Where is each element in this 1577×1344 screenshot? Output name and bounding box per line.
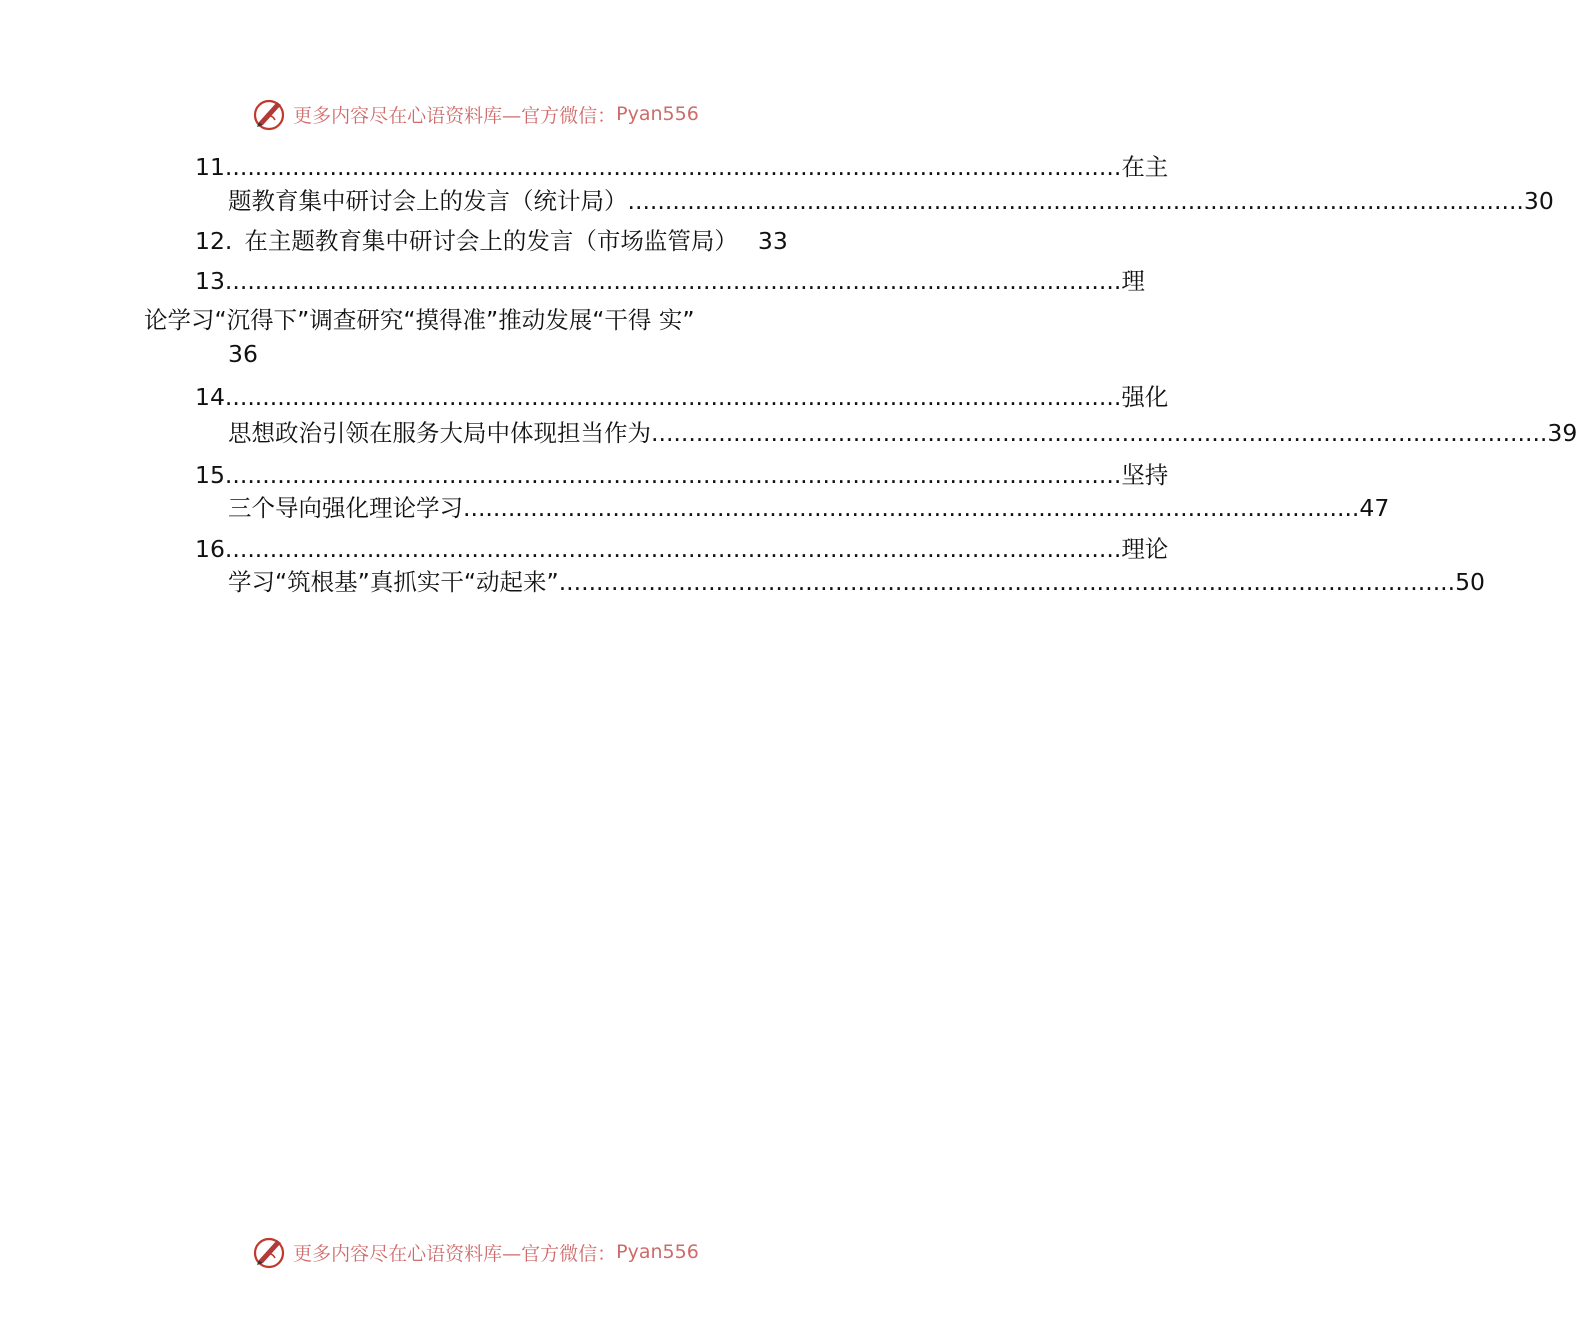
toc-entry-16-cont[interactable] <box>228 565 1486 599</box>
toc-leader-dots: ........................................................................................................................ <box>224 535 1122 563</box>
toc-entry-11-cont[interactable] <box>228 184 1554 218</box>
wechat-id: Pyan556 <box>616 103 699 125</box>
pen-seal-icon <box>251 1234 287 1270</box>
toc-title-start: 强化 <box>1121 383 1169 411</box>
toc-page: 47 <box>1359 494 1390 522</box>
toc-entry-15-cont[interactable] <box>228 491 1390 525</box>
toc-title: 论学习“沉得下”调查研究“摸得准”推动发展“干得 实” <box>144 306 695 334</box>
wechat-id: Pyan556 <box>616 1241 699 1263</box>
toc-entry-16[interactable] <box>195 532 1169 566</box>
toc-title: 三个导向强化理论学习 <box>228 494 463 522</box>
toc-number: 16 <box>195 535 225 563</box>
toc-title-start: 理 <box>1121 267 1145 295</box>
pen-seal-icon <box>251 96 287 132</box>
banner-text: 更多内容尽在心语资料库—官方微信： <box>293 1242 617 1265</box>
toc-leader-dots: ........................................................................................................................ <box>463 494 1360 522</box>
header-banner <box>0 94 950 134</box>
toc-number: 15 <box>195 461 225 489</box>
toc-page: 50 <box>1455 568 1486 596</box>
toc-title: 题教育集中研讨会上的发言（统计局） <box>228 187 628 215</box>
toc-number: 14 <box>195 383 225 411</box>
toc-title: 在主题教育集中研讨会上的发言（市场监管局） <box>244 227 738 255</box>
toc-entry-15[interactable] <box>195 458 1169 492</box>
toc-page: 33 <box>757 227 788 255</box>
toc-number: 11 <box>195 153 225 181</box>
toc-leader-dots: ........................................................................................................................ <box>627 187 1524 215</box>
toc-title-start: 理论 <box>1121 535 1169 563</box>
toc-page: 36 <box>228 340 258 368</box>
toc-page: 39 <box>1547 419 1577 447</box>
banner-text: 更多内容尽在心语资料库—官方微信： <box>293 104 617 127</box>
toc-title-start: 坚持 <box>1121 461 1169 489</box>
toc-leader-dots: ........................................................................................................................ <box>224 267 1122 295</box>
toc-title-start: 在主 <box>1121 153 1169 181</box>
toc-title: 学习“筑根基”真抓实干“动起来” <box>228 568 559 596</box>
toc-leader-dots: ........................................................................................................................ <box>651 419 1548 447</box>
toc-leader-dots: ........................................................................................................................ <box>224 153 1122 181</box>
toc-entry-12[interactable] <box>195 224 788 258</box>
toc-entry-14-cont[interactable] <box>228 416 1577 450</box>
toc-entry-13[interactable] <box>195 264 1145 298</box>
toc-number: 13 <box>195 267 225 295</box>
toc-leader-dots: ........................................................................................................................ <box>224 383 1122 411</box>
footer-banner <box>0 1232 950 1272</box>
toc-leader-dots: ........................................................................................................................ <box>224 461 1122 489</box>
toc-leader-dots: ........................................................................................................................ <box>558 568 1456 596</box>
toc-entry-11[interactable] <box>195 150 1169 184</box>
toc-number: 12. <box>195 227 233 255</box>
toc-title: 思想政治引领在服务大局中体现担当作为 <box>228 419 651 447</box>
toc-entry-14[interactable] <box>195 380 1169 414</box>
toc-page: 30 <box>1523 187 1554 215</box>
